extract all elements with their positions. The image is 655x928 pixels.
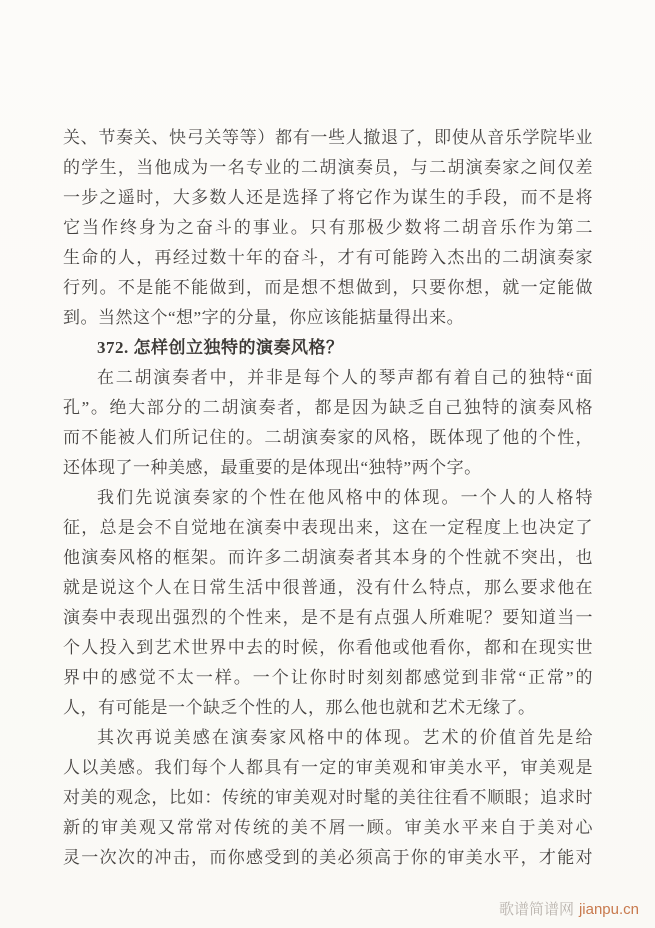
watermark-site-name: 歌谱简谱网 xyxy=(498,902,574,918)
watermark xyxy=(499,901,639,919)
question-heading: 372. 怎样创立独特的演奏风格？ xyxy=(97,338,344,357)
text-line: 就是说这个人在日常生活中很普通，没有什么特点，那么要求他在 xyxy=(63,578,593,597)
text-line: 关、节奏关、快弓关等等）都有一些人撤退了，即使从音乐学院毕业 xyxy=(63,128,593,147)
text-line: 我们先说演奏家的个性在他风格中的体现。一个人的人格特 xyxy=(97,488,593,507)
text-line: 生命的人，再经过数十年的奋斗，才有可能跨入杰出的二胡演奏家 xyxy=(63,248,593,267)
text-line: 的学生，当他成为一名专业的二胡演奏员，与二胡演奏家之间仅差 xyxy=(63,158,593,177)
text-line: 演奏中表现出强烈的个性来，是不是有点强人所难呢？要知道当一 xyxy=(63,608,593,627)
text-line: 而不能被人们所记住的。二胡演奏家的风格，既体现了他的个性， xyxy=(63,428,593,447)
page-text-block xyxy=(63,123,593,873)
text-line: 在二胡演奏者中，并非是每个人的琴声都有着自己的独特“面 xyxy=(97,368,593,387)
text-line: 到。当然这个“想”字的分量，你应该能掂量得出来。 xyxy=(63,308,465,327)
watermark-site-url: jianpu.cn xyxy=(578,901,639,918)
text-line: 对美的观念，比如：传统的审美观对时髦的美往往看不顺眼；追求时 xyxy=(63,788,593,807)
text-line: 他演奏风格的框架。而许多二胡演奏者其本身的个性就不突出，也 xyxy=(63,548,593,567)
text-line: 灵一次次的冲击，而你感受到的美必须高于你的审美水平，才能对 xyxy=(63,848,593,867)
text-line: 界中的感觉不太一样。一个让你时时刻刻都感觉到非常“正常”的 xyxy=(63,668,593,687)
text-line: 一步之遥时，大多数人还是选择了将它作为谋生的手段，而不是将 xyxy=(63,188,593,207)
text-line: 行列。不是能不能做到，而是想不想做到，只要你想，就一定能做 xyxy=(63,278,593,297)
text-line: 个人投入到艺术世界中去的时候，你看他或他看你，都和在现实世 xyxy=(63,638,593,657)
text-line: 人以美感。我们每个人都具有一定的审美观和审美水平，审美观是 xyxy=(63,758,593,777)
text-line: 其次再说美感在演奏家风格中的体现。艺术的价值首先是给 xyxy=(97,728,593,747)
text-line: 新的审美观又常常对传统的美不屑一顾。审美水平来自于美对心 xyxy=(63,818,593,837)
text-line: 还体现了一种美感，最重要的是体现出“独特”两个字。 xyxy=(63,458,482,477)
text-line: 人，有可能是一个缺乏个性的人，那么他也就和艺术无缘了。 xyxy=(63,698,536,717)
text-line: 孔”。绝大部分的二胡演奏者，都是因为缺乏自己独特的演奏风格 xyxy=(63,398,593,417)
text-line: 征，总是会不自觉地在演奏中表现出来，这在一定程度上也决定了 xyxy=(63,518,593,537)
text-line: 它当作终身为之奋斗的事业。只有那极少数将二胡音乐作为第二 xyxy=(63,218,593,237)
